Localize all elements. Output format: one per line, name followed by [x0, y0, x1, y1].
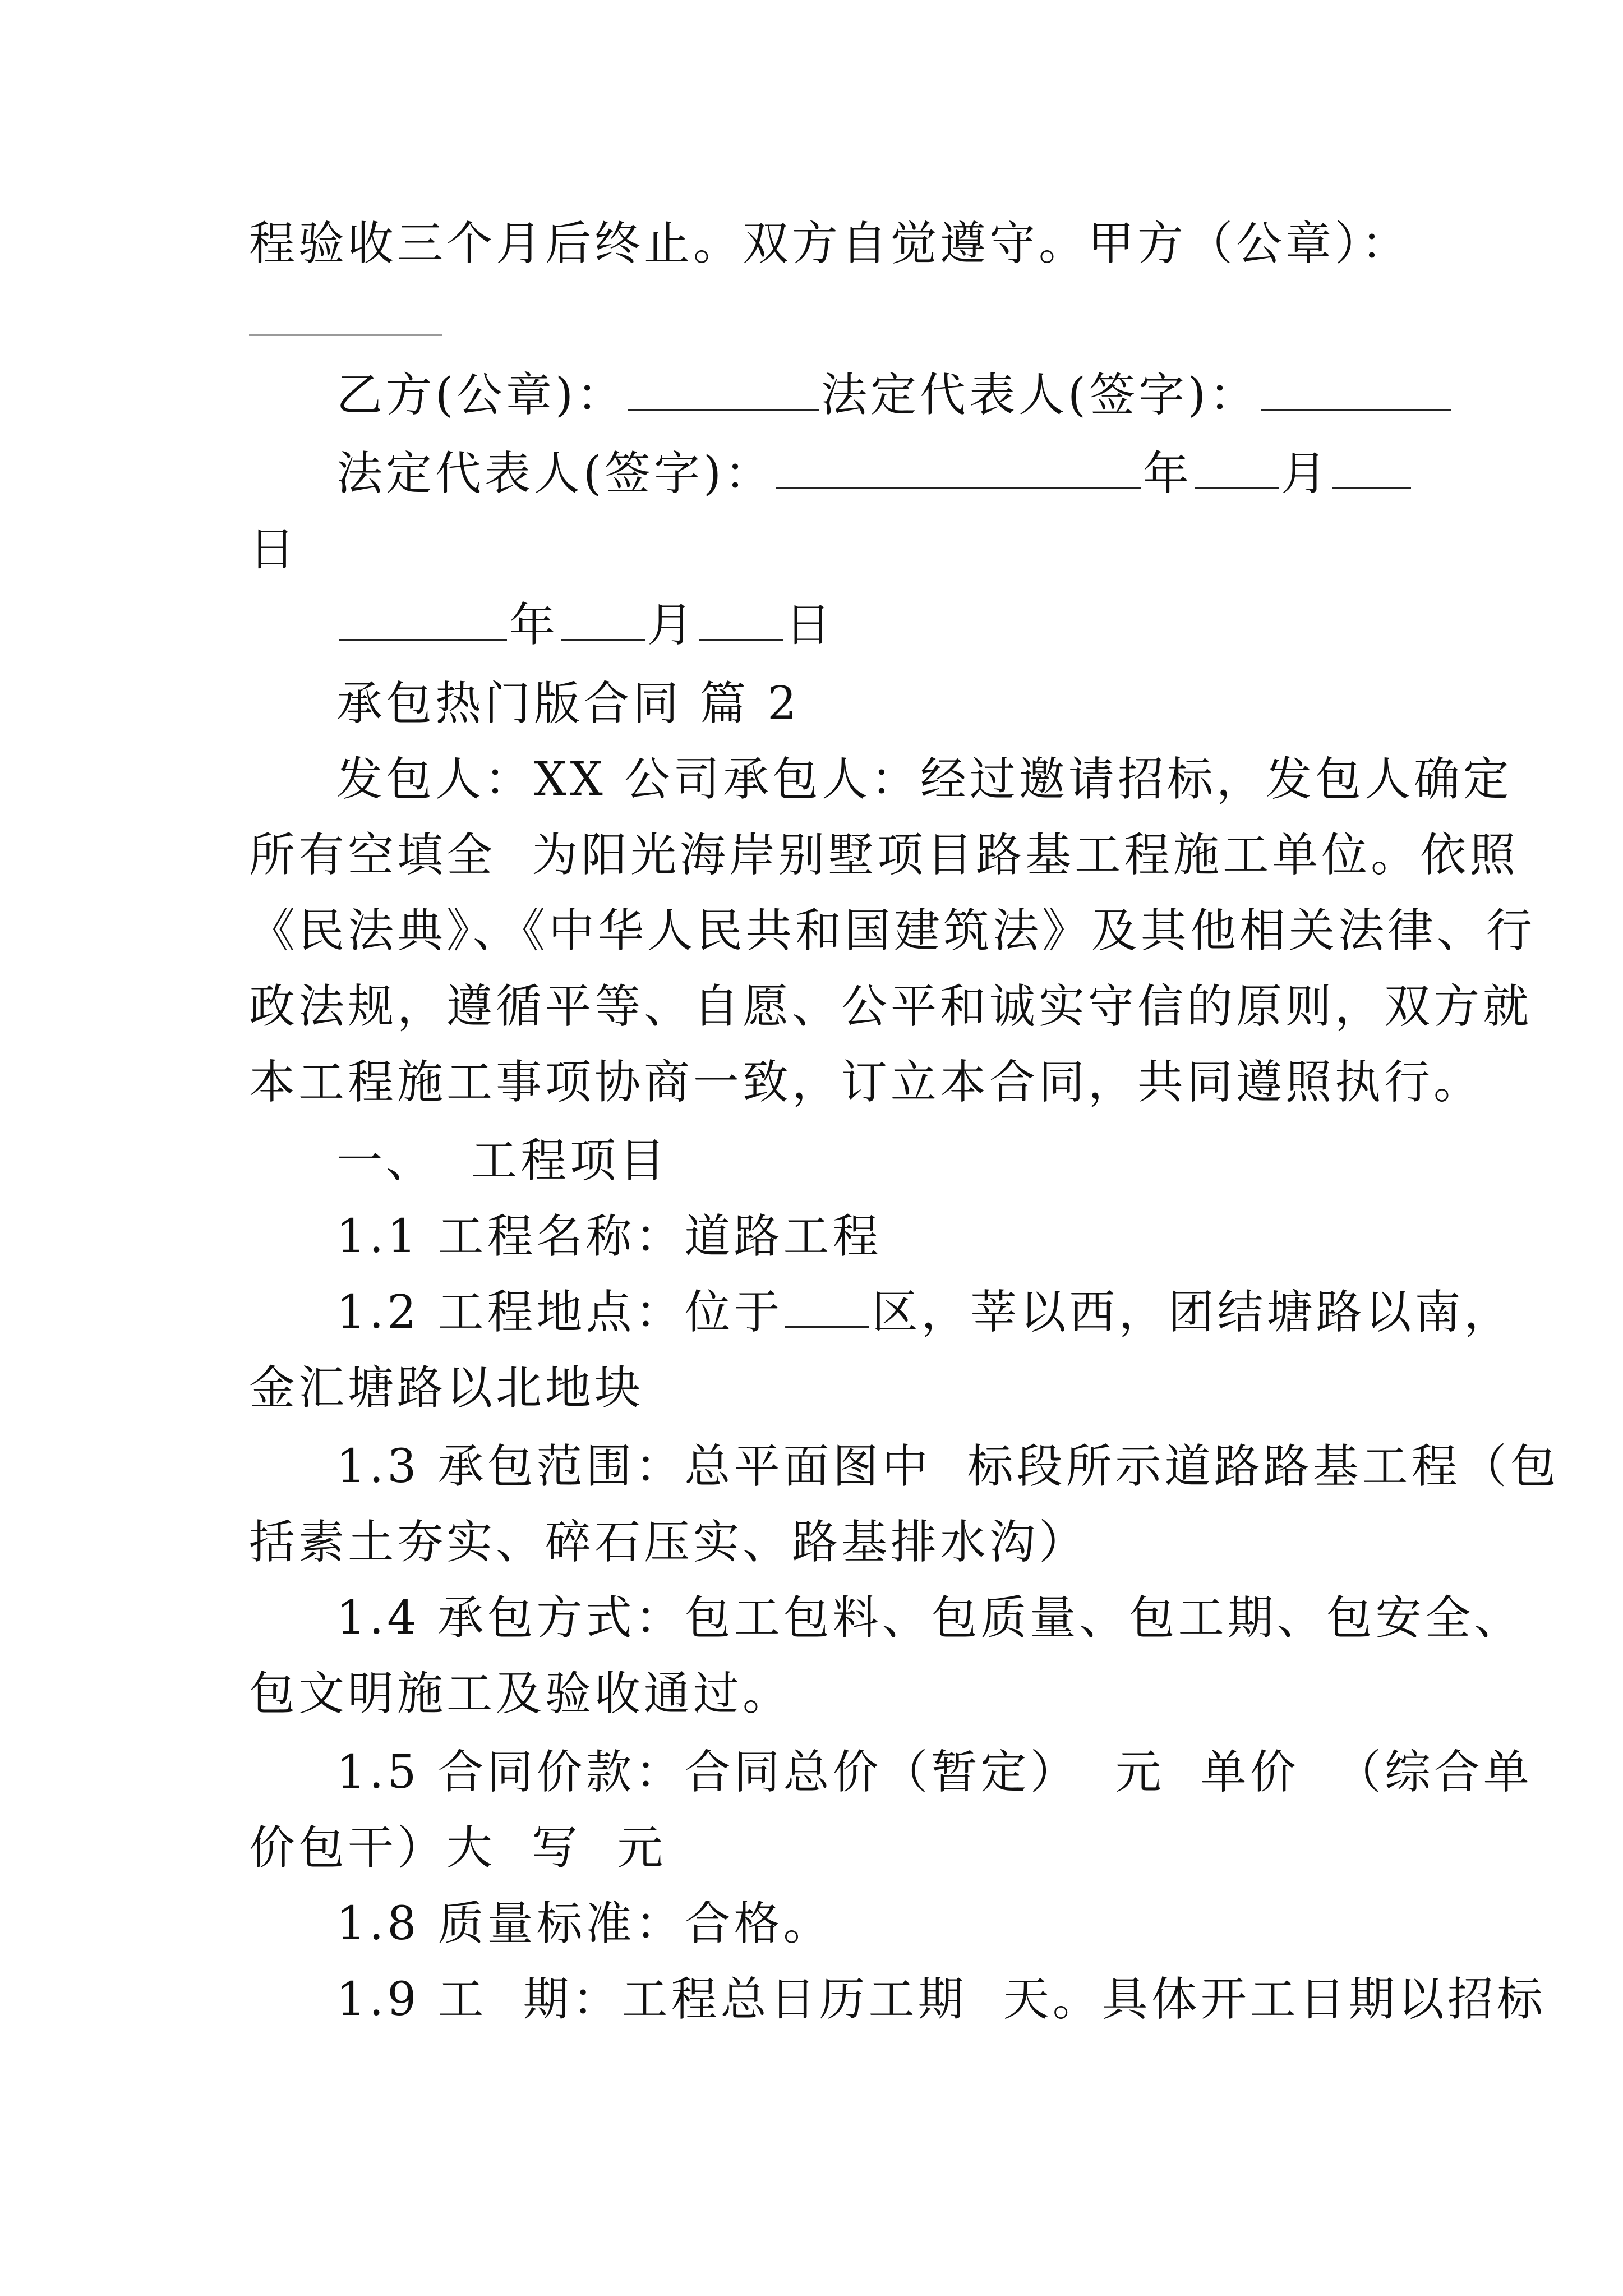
text-line [249, 1820, 666, 1876]
text-line [336, 1285, 1514, 1341]
line-text: 1.2 工程地点：位于 [336, 1286, 783, 1339]
section-heading [336, 1133, 668, 1189]
text-line [336, 1896, 832, 1952]
line-text: 程验收三个月后终止。双方自觉遵守。甲方（公章）： [249, 217, 1411, 270]
signature-blank [249, 334, 442, 336]
month-label: 月 [647, 599, 697, 652]
text-line [249, 903, 1536, 959]
fill-blank [628, 374, 819, 411]
fill-blank [1261, 374, 1451, 411]
text-line [336, 1972, 1546, 2028]
line-text: 价包干）大 写 元 [249, 1821, 667, 1875]
day-label: 日 [785, 599, 835, 652]
line-text: 政法规，遵循平等、自愿、公平和诚实守信的原则，双方就 [249, 980, 1533, 1033]
heading-text: 承包热门版合同 篇 2 [336, 677, 800, 730]
text-line [249, 1055, 1483, 1111]
line-text: 1.5 合同价款：合同总价（暂定） 元 单价 （综合单 [336, 1746, 1533, 1799]
line-text: 本工程施工事项协商一致，订立本合同，共同遵照执行。 [249, 1056, 1483, 1109]
line-text: 1.8 质量标准：合格。 [336, 1897, 833, 1950]
text-line [336, 597, 834, 654]
line-text: 1.1 工程名称：道路工程 [336, 1210, 882, 1263]
party-b-label: 乙方(公章)： [336, 369, 626, 422]
text-line [336, 752, 1513, 808]
line-text: 1.9 工 期：工程总日历工期 天。具体开工日期以招标 [336, 1973, 1546, 2026]
heading-text: 一、 工程项目 [336, 1134, 669, 1188]
text-line [336, 1209, 882, 1265]
text-line [336, 446, 1413, 502]
text-line [336, 1745, 1533, 1801]
legal-rep-label: 法定代表人(签字)： [820, 369, 1258, 422]
line-text: 发包人：XX 公司承包人：经过邀请招标，发包人确定 [336, 753, 1513, 806]
text-line [249, 216, 1410, 272]
line-text: 金汇塘路以北地块 [249, 1361, 644, 1415]
line-text: 《民法典》、《中华人民共和国建筑法》及其他相关法律、行 [249, 904, 1536, 958]
text-line [336, 1439, 1560, 1495]
fill-blank [339, 604, 507, 641]
fill-blank [776, 453, 1141, 489]
year-label: 年 [509, 599, 559, 652]
month-label: 月 [1281, 447, 1331, 500]
text-line [336, 1590, 1523, 1646]
text-line [249, 522, 298, 578]
line-text: 括素土夯实、碎石压实、路基排水沟） [249, 1516, 1089, 1569]
line-text: 所有空填全 为阳光海岸别墅项目路基工程施工单位。依照 [249, 829, 1519, 882]
text-line [249, 827, 1519, 884]
day-label: 日 [249, 523, 299, 576]
fill-blank [699, 604, 783, 641]
line-text: 区，莘以西，团结塘路以南， [872, 1286, 1514, 1339]
line-text: 1.3 承包范围：总平面图中 标段所示道路路基工程（包 [336, 1440, 1560, 1493]
legal-rep-label: 法定代表人(签字)： [336, 447, 774, 500]
fill-blank [1332, 453, 1411, 489]
text-line [249, 1515, 1088, 1571]
fill-blank [561, 604, 645, 641]
text-line [336, 367, 1454, 424]
fill-blank [785, 1291, 869, 1328]
line-text: 1.4 承包方式：包工包料、包质量、包工期、包安全、 [336, 1591, 1524, 1645]
year-label: 年 [1142, 447, 1192, 500]
line-text: 包文明施工及验收通过。 [249, 1667, 792, 1720]
section-heading [336, 676, 800, 732]
text-line [249, 1360, 644, 1416]
text-line [249, 1666, 792, 1722]
text-line [249, 979, 1532, 1035]
fill-blank [1195, 453, 1279, 489]
